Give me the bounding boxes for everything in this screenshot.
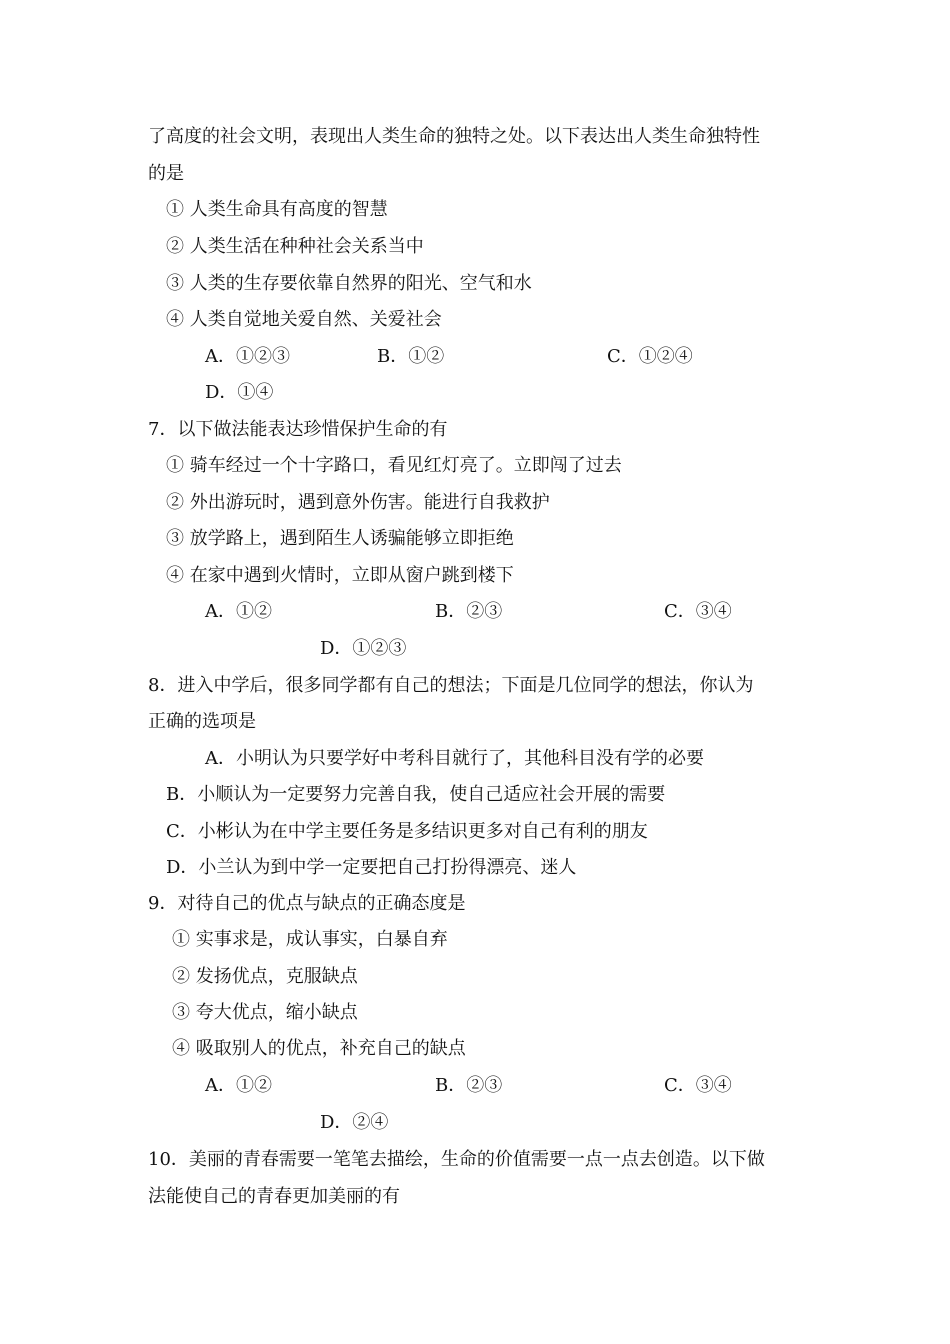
q8-stem-line-2: 正确的选项是	[148, 711, 256, 732]
q9-option-c: C．③④	[664, 1075, 732, 1096]
q10-stem-line-1: 10．美丽的青春需要一笔笔去描绘，生命的价值需要一点一点去创造。以下做	[148, 1149, 765, 1170]
q9-item: ① 实事求是，成认事实，白暴自弃	[172, 929, 448, 950]
q9-option-a: A．①②	[205, 1075, 272, 1096]
q6-stem-line-2: 的是	[148, 163, 184, 184]
q9-option-d: D．②④	[320, 1112, 389, 1133]
q7-option-d: D．①②③	[320, 638, 407, 659]
q6-item: ④ 人类自觉地关爱自然、关爱社会	[166, 309, 442, 330]
q8-stem-line-1: 8．进入中学后，很多同学都有自己的想法；下面是几位同学的想法，你认为	[148, 675, 754, 696]
q8-option-b: B．小顺认为一定要努力完善自我，使自己适应社会开展的需要	[166, 784, 666, 805]
q7-option-b: B．②③	[435, 601, 503, 622]
q6-item: ③ 人类的生存要依靠自然界的阳光、空气和水	[166, 273, 532, 294]
q9-option-b: B．②③	[435, 1075, 503, 1096]
q6-item: ② 人类生活在种种社会关系当中	[166, 236, 424, 257]
q9-item: ② 发扬优点，克服缺点	[172, 966, 358, 987]
q6-option-c: C．①②④	[607, 346, 693, 367]
q10-stem-line-2: 法能使自己的青春更加美丽的有	[148, 1186, 400, 1207]
q7-item: ② 外出游玩时，遇到意外伤害。能进行自我救护	[166, 492, 550, 513]
q9-stem: 9．对待自己的优点与缺点的正确态度是	[148, 893, 466, 914]
q6-item: ① 人类生命具有高度的智慧	[166, 199, 388, 220]
q7-item: ① 骑车经过一个十字路口，看见红灯亮了。立即闯了过去	[166, 455, 622, 476]
q8-option-d: D．小兰认为到中学一定要把自己打扮得漂亮、迷人	[166, 857, 577, 878]
q9-item: ③ 夸大优点，缩小缺点	[172, 1002, 358, 1023]
q6-stem-line-1: 了高度的社会文明，表现出人类生命的独特之处。以下表达出人类生命独特性	[148, 126, 760, 147]
q7-stem: 7．以下做法能表达珍惜保护生命的有	[148, 419, 448, 440]
q6-option-b: B．①②	[377, 346, 445, 367]
q8-option-c: C．小彬认为在中学主要任务是多结识更多对自己有利的朋友	[166, 821, 648, 842]
q7-item: ③ 放学路上，遇到陌生人诱骗能够立即拒绝	[166, 528, 514, 549]
q6-option-d: D．①④	[205, 382, 274, 403]
q7-option-a: A．①②	[205, 601, 272, 622]
q9-item: ④ 吸取别人的优点，补充自己的缺点	[172, 1038, 466, 1059]
q8-option-a: A．小明认为只要学好中考科目就行了，其他科目没有学的必要	[205, 748, 704, 769]
q7-item: ④ 在家中遇到火情时，立即从窗户跳到楼下	[166, 565, 514, 586]
q7-option-c: C．③④	[664, 601, 732, 622]
q6-option-a: A．①②③	[205, 346, 290, 367]
